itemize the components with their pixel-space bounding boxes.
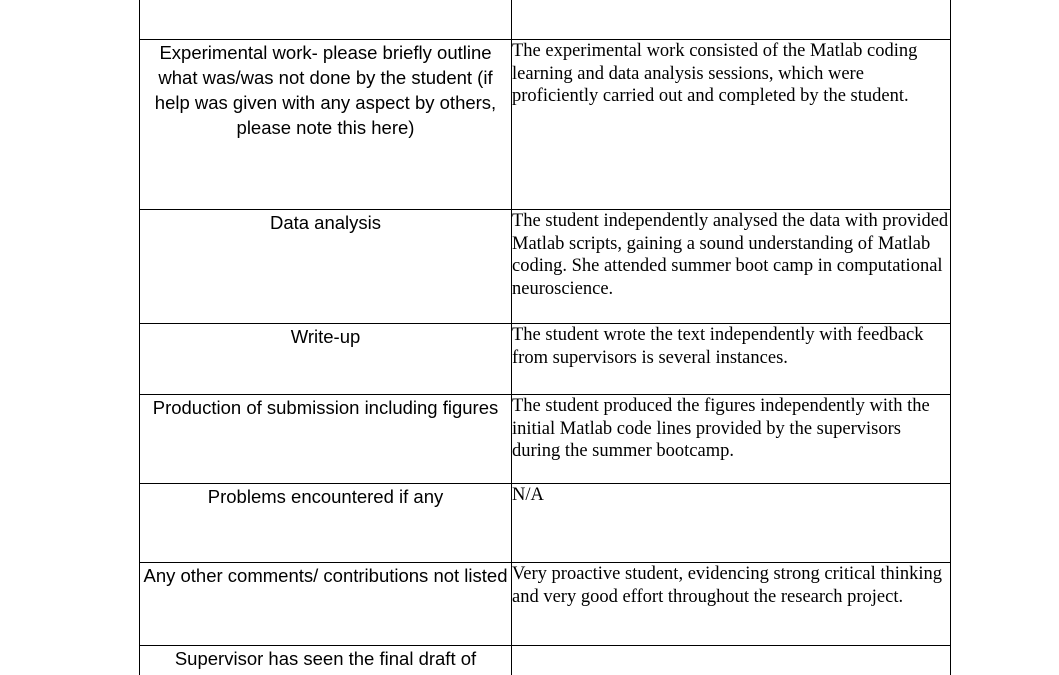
row-value-text: The student produced the figures independently with the initial Matlab code lines provided by the supervisors during the summer bootcamp. bbox=[512, 396, 930, 461]
table-viewport bbox=[139, 0, 951, 675]
table-row bbox=[140, 0, 951, 40]
row-label-cell bbox=[140, 210, 512, 324]
row-label-text: Problems encountered if any bbox=[207, 486, 444, 507]
row-label-cell bbox=[140, 40, 512, 210]
row-value-text: The student wrote the text independently with feedback from supervisors is several instances. bbox=[512, 325, 924, 368]
row-value-cell bbox=[512, 484, 951, 563]
row-value-cell bbox=[512, 210, 951, 324]
table-row bbox=[140, 395, 951, 484]
row-label-text: Experimental work- please briefly outline what was/was not done by the student (if help was given with any aspect by others, please note this here) bbox=[154, 42, 497, 138]
row-label-text: Write-up bbox=[290, 326, 361, 347]
table-row bbox=[140, 210, 951, 324]
table-row bbox=[140, 646, 951, 675]
table-row bbox=[140, 563, 951, 646]
row-value-cell bbox=[512, 324, 951, 395]
row-value-text: N/A bbox=[512, 485, 544, 505]
row-label-text: Supervisor has seen the final draft of bbox=[174, 648, 477, 669]
row-label-cell bbox=[140, 563, 512, 646]
row-value-text: Very proactive student, evidencing strong critical thinking and very good effort throughout the research project. bbox=[512, 564, 943, 607]
row-value-cell bbox=[512, 646, 951, 675]
row-label-cell bbox=[140, 646, 512, 675]
row-label-cell bbox=[140, 484, 512, 563]
row-value-cell bbox=[512, 40, 951, 210]
row-label-cell bbox=[140, 0, 512, 40]
table-row bbox=[140, 40, 951, 210]
row-value-text: The experimental work consisted of the Matlab coding learning and data analysis sessions, which were proficiently carried out and completed by the student. bbox=[512, 41, 918, 106]
row-value-cell bbox=[512, 563, 951, 646]
supervisor-report-table bbox=[139, 0, 951, 675]
row-value-cell bbox=[512, 0, 951, 40]
row-label-cell bbox=[140, 324, 512, 395]
table-body bbox=[140, 0, 951, 675]
row-value-cell bbox=[512, 395, 951, 484]
table-row bbox=[140, 484, 951, 563]
row-label-text: Data analysis bbox=[269, 212, 382, 233]
row-label-cell bbox=[140, 395, 512, 484]
table-row bbox=[140, 324, 951, 395]
row-label-text: Production of submission including figures bbox=[152, 397, 499, 418]
row-label-text: Any other comments/ contributions not listed bbox=[143, 565, 508, 586]
row-value-text: The student independently analysed the data with provided Matlab scripts, gaining a sound understanding of Matlab coding. She attended summer boot camp in computational neuroscience. bbox=[512, 211, 949, 299]
